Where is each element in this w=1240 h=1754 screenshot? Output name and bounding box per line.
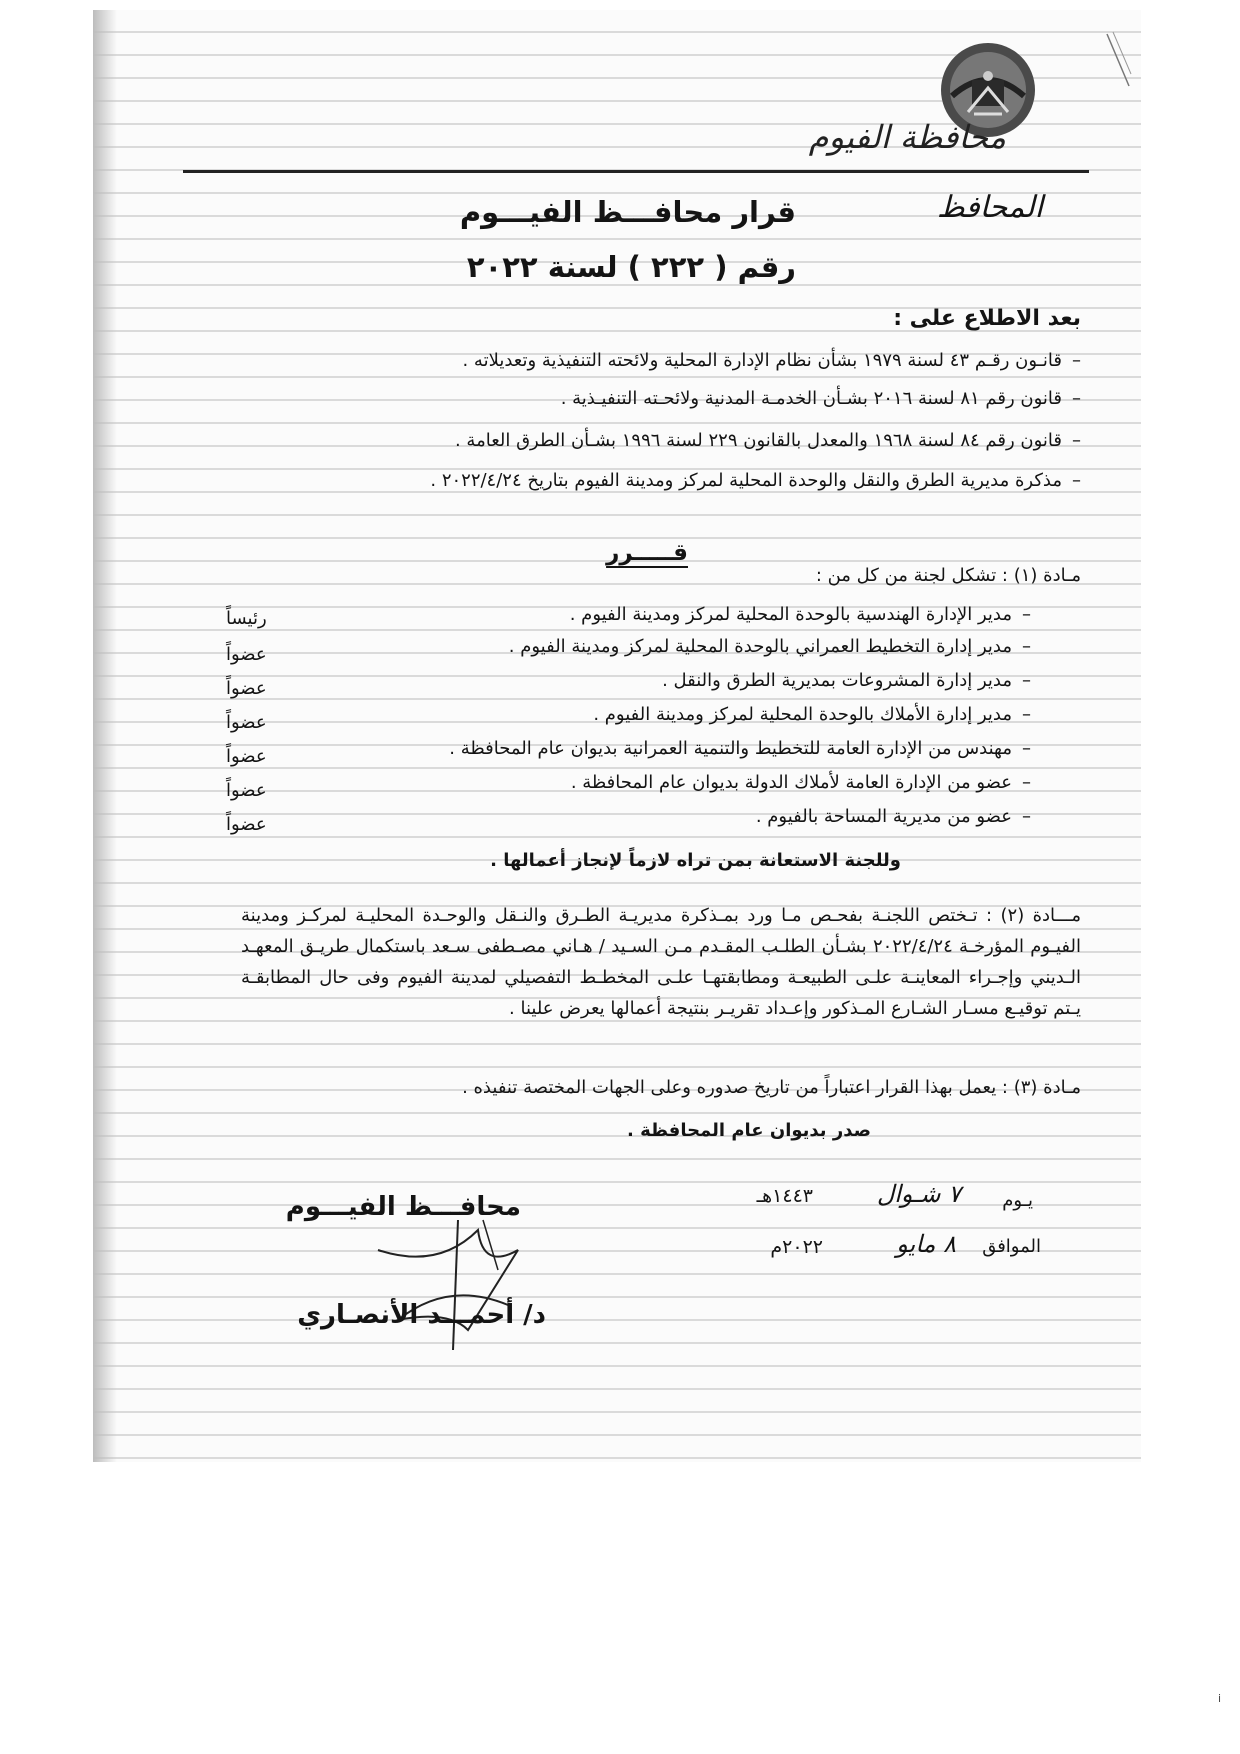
member-text: عضو من الإدارة العامة لأملاك الدولة بديوان عام المحافظة . <box>570 772 1012 793</box>
reference-item: –قانون رقم ٨٤ لسنة ١٩٦٨ والمعدل بالقانون ٢٢٩ لسنة ١٩٩٦ بشـأن الطرق العامة . <box>454 430 1081 451</box>
member-text: مدير الإدارة الهندسية بالوحدة المحلية لمركز ومدينة الفيوم . <box>569 604 1012 625</box>
issuer-role: المحافظ <box>936 190 1043 225</box>
hijri-day: ٧ شـوال <box>876 1180 961 1208</box>
reference-text: قانون رقم ٨١ لسنة ٢٠١٦ بشـأن الخدمـة المدنية ولائحـته التنفيـذية . <box>560 388 1062 409</box>
scan-shadow <box>93 10 117 1462</box>
reference-text: قانـون رقـم ٤٣ لسنة ١٩٧٩ بشأن نظام الإدارة المحلية ولائحته التنفيذية وتعديلاته . <box>462 350 1062 371</box>
page-mark: i <box>1218 1692 1222 1705</box>
member-text: مهندس من الإدارة العامة للتخطيط والتنمية العمرانية بديوان عام المحافظة . <box>449 738 1012 759</box>
document-page <box>93 10 1141 1462</box>
assistance-clause: وللجنة الاستعانة بمن تراه لازماً لإنجاز أعمالها . <box>490 850 901 871</box>
agree-label: الموافق <box>982 1236 1041 1257</box>
gregorian-year: ٢٠٢٢م <box>770 1236 823 1258</box>
decree-number: رقم ( ٢٢٢ ) لسنة ٢٠٢٢ <box>466 250 796 284</box>
gregorian-day: ٨ مايو <box>896 1230 956 1258</box>
committee-member: –مدير إدارة المشروعات بمديرية الطرق والنقل . <box>662 670 1031 691</box>
committee-member: –عضو من مديرية المساحة بالفيوم . <box>755 806 1031 827</box>
corner-mark <box>1103 30 1133 90</box>
member-text: مدير إدارة المشروعات بمديرية الطرق والنقل . <box>662 670 1012 691</box>
reference-item: –قانـون رقـم ٤٣ لسنة ١٩٧٩ بشأن نظام الإدارة المحلية ولائحته التنفيذية وتعديلاته . <box>462 350 1081 371</box>
article-2: مـــادة (٢) : تـختص اللجنـة بفحـص مـا ورد بمـذكرة مديريـة الطـرق والنـقل والوحـدة المحليـة لمركـز ومدينة الفيـوم المؤرخـة ٢٠٢٢/٤/٢٤ بشـأن الطلـب المقـدم مـن السـيد / هـاني مصـطفى سـعد باستكمال طريـق المعهـد الـديني وإجـراء المعاينـة علـى الطبيعـة ومطابقتهـا علـى المخطـط التفصيلي لمدينة الفيوم وفى حال المطابقـة يـتم توقيـع مسـار الشـارع المـذكور وإعـداد تقريـر بنتيجة أعمالها يعرض علينا . <box>241 905 1082 1019</box>
header-divider <box>183 170 1089 173</box>
day-label: يـوم <box>1002 1190 1033 1211</box>
reference-item: –مذكرة مديرية الطرق والنقل والوحدة المحلية لمركز ومدينة الفيوم بتاريخ ٢٠٢٢/٤/٢٤ . <box>430 470 1081 491</box>
article-3: مـادة (٣) : يعمل بهذا القرار اعتباراً من تاريخ صدوره وعلى الجهات المختصة تنفيذه . <box>462 1077 1081 1098</box>
decree-heading: قـــــرر <box>606 540 688 566</box>
member-text: مدير إدارة التخطيط العمراني بالوحدة المحلية لمركز ومدينة الفيوم . <box>508 636 1012 657</box>
handwritten-signature <box>358 1210 588 1360</box>
reference-text: قانون رقم ٨٤ لسنة ١٩٦٨ والمعدل بالقانون ٢٢٩ لسنة ١٩٩٦ بشـأن الطرق العامة . <box>454 430 1062 451</box>
member-role: عضواً <box>226 712 267 733</box>
member-role: عضواً <box>226 814 267 835</box>
member-text: عضو من مديرية المساحة بالفيوم . <box>755 806 1012 827</box>
member-role: عضواً <box>226 678 267 699</box>
committee-member: –عضو من الإدارة العامة لأملاك الدولة بديوان عام المحافظة . <box>570 772 1031 793</box>
issued-at: صدر بديوان عام المحافظة . <box>626 1120 871 1141</box>
member-text: مدير إدارة الأملاك بالوحدة المحلية لمركز ومدينة الفيوم . <box>593 704 1012 725</box>
signatory-title: محافـــظ الفيـــوم <box>285 1192 521 1222</box>
hijri-year: ١٤٤٣هـ <box>756 1185 813 1207</box>
decree-title: قرار محافـــظ الفيـــوم <box>459 195 796 229</box>
member-role: عضواً <box>226 644 267 665</box>
member-role: عضواً <box>226 780 267 801</box>
committee-member: –مدير الإدارة الهندسية بالوحدة المحلية لمركز ومدينة الفيوم . <box>569 604 1031 625</box>
governorate-name: محافظة الفيوم <box>808 118 1006 156</box>
reference-item: –قانون رقم ٨١ لسنة ٢٠١٦ بشـأن الخدمـة المدنية ولائحـته التنفيـذية . <box>560 388 1081 409</box>
committee-member: –مدير إدارة التخطيط العمراني بالوحدة المحلية لمركز ومدينة الفيوم . <box>508 636 1031 657</box>
member-role: عضواً <box>226 746 267 767</box>
preamble-heading: بعد الاطلاع على : <box>893 306 1081 331</box>
committee-member: –مهندس من الإدارة العامة للتخطيط والتنمية العمرانية بديوان عام المحافظة . <box>449 738 1031 759</box>
article-1-intro: مـادة (١) : تشكل لجنة من كل من : <box>815 565 1081 586</box>
signatory-name: د/ أحمـــد الأنصـاري <box>297 1300 546 1330</box>
reference-text: مذكرة مديرية الطرق والنقل والوحدة المحلية لمركز ومدينة الفيوم بتاريخ ٢٠٢٢/٤/٢٤ . <box>430 470 1062 491</box>
member-role: رئيساً <box>226 608 267 629</box>
committee-member: –مدير إدارة الأملاك بالوحدة المحلية لمركز ومدينة الفيوم . <box>593 704 1031 725</box>
